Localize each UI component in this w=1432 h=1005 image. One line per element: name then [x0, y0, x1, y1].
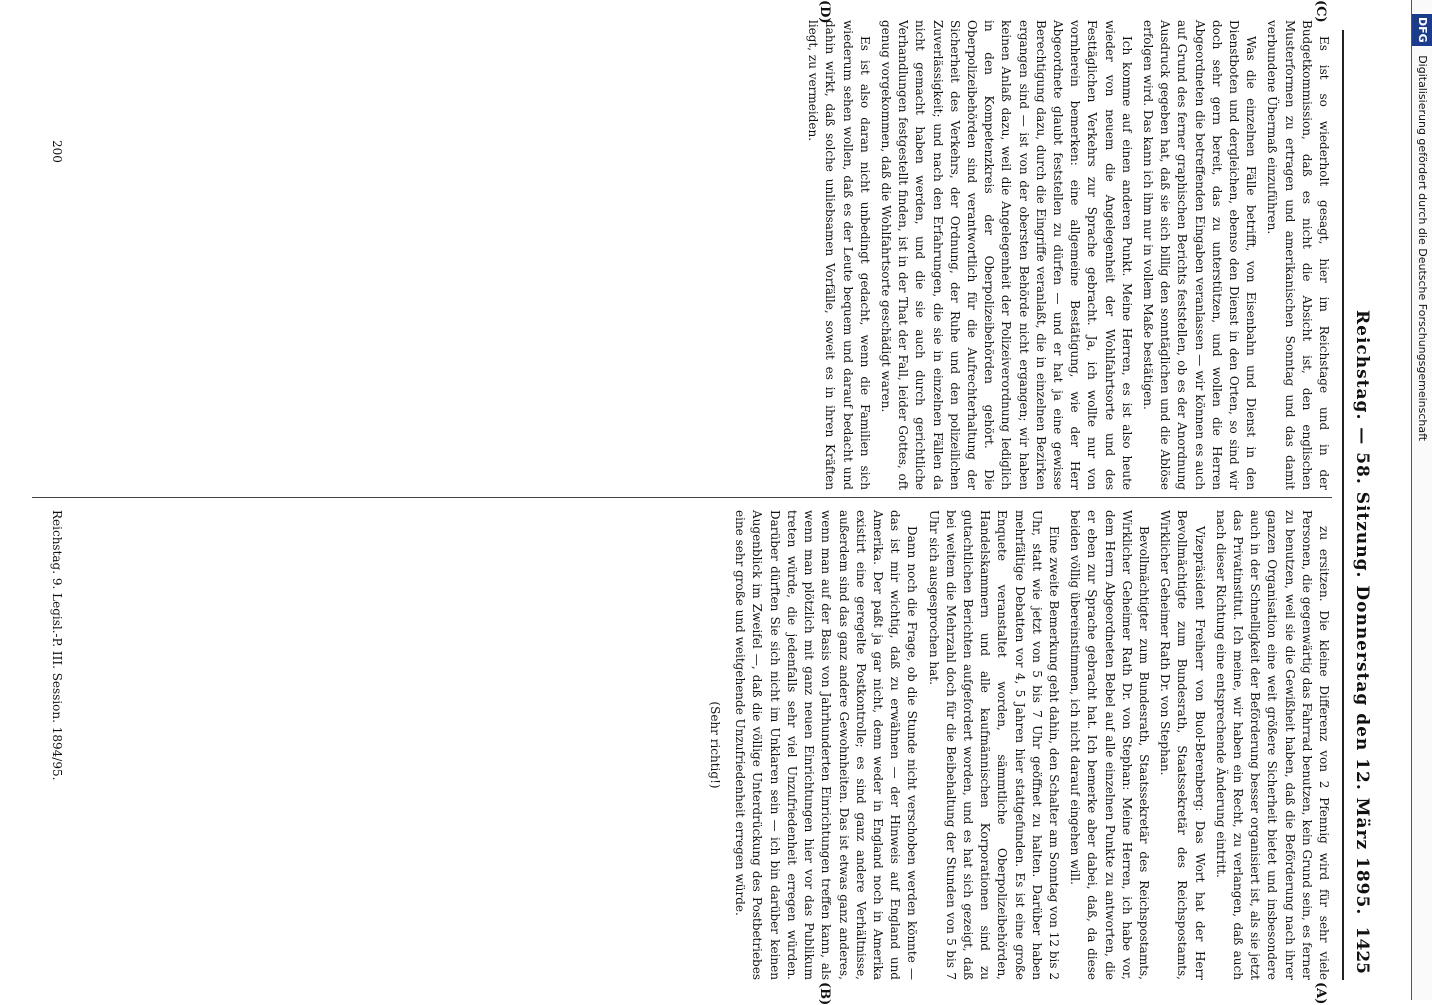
paragraph: Eine zweite Bemerkung geht dahin, den Schalter am Sonntag von 12 bis 2 Uhr, statt wie jetzt von 5 bis 7 Uhr geöffnet zu halten. Darüber haben mehrfältige Debatten vor 4, 5 Jahren hier stattgefunden. Es ist eine große Enquete veranstaltet worden, sämmtliche Oberpolizeibehörden, Handelskammern und alle kaufmännischen Korporationen sind zu gutachtlichen Berichten aufgefordert worden, und es hat sich gezeigt, daß bei weitem die Mehrzahl doch für die Beibehaltung der Stunden von 5 bis 7 Uhr sich ausgesprochen hat. [926, 510, 1061, 980]
right-text-column [32, 510, 1332, 980]
folio-number: 200 [50, 140, 64, 163]
paragraph: Vizepräsident Freiherr von Buol-Berenberg: Das Wort hat der Herr Bevollmächtigte zum Bundesrath, Staatssekretär des Reichspostamts, Wirklicher Geheimer Rath Dr. von Stephan. [1158, 510, 1207, 980]
paragraph: Ich komme auf einen anderen Punkt. Meine Herren, es ist also heute wieder von neuem die Angelegenheit der Wohlfahrtsorte und des Festtäglichen Verkehrs zur Sprache gebracht. Ja, ich wollte nur von vornherein bemerken: eine allgemeine Bestätigung, wie der Herr Abgeordnete glaubt feststellen zu dürfen — und er hat ja eine gewisse Berechtigung dazu, durch die Eingriffe veranlaßt, die in einzelnen Bezirken ergangen sind — ist von der obersten Behörde nicht ergangen; wir haben keinen Anlaß dazu, weil die Angelegenheit der Polizeiverordnung lediglich in den Kompetenzkreis der Oberpolizeibehörden gehört. Die Oberpolizeibehörden sind verantwortlich für die Aufrechterhaltung der Sicherheit des Verkehrs, der Ordnung, der Ruhe und den polizeilichen Zuverlässigkeit; und nach den Erfahrungen, die sie in einzelnen Fällen da nicht gemacht haben werden, und die sie auch durch gerichtliche Verhandlungen festgestellt finden, ist in der That der Fall, leider Gottes, oft genug vorgekommen, daß die Wohlfahrtsorte geschädigt waren. [878, 20, 1134, 490]
applause-note: (Sehr richtig!) [708, 701, 723, 789]
paragraph: Es ist so wiederholt gesagt, hier im Reichstage und in der Budgetkommission, daß es nicht die Absicht ist, den englischen Musterformen zu ertragen und amerikanischen Sonntag und das damit verbundene Übermaß einzuführen. [1265, 20, 1331, 490]
paragraph: Was die einzelnen Fälle betrifft, von Eisenbahn und Dienst in den Dienstboten und dergleichen, ebenso den Dienst in den Orten, so sind wir doch sehr gern bereit, das zu unterstützen, und wollen die Herren Abgeordneten die betreffenden Eingaben veranlassen — wir können es auch auf Grund des ferner graphischen Berichts feststellen, ob es der Anordnung Ausdruck gegeben hat, daß sie sich billig den sonntäglichen und die Ablöse erfolgen wird. Das kann ich ihm nur in vollem Maße bestätigen. [1140, 20, 1259, 490]
margin-marker-c: (C) [1313, 0, 1328, 23]
page-title: Reichstag. — 58. Sitzung. Donnerstag den 12. März 1895. [1352, 310, 1372, 916]
paragraph: Bevollmächtigter zum Bundesrath, Staatssekretär des Reichspostamts, Wirklicher Geheimer Rath Dr. von Stephan: Meine Herren, ich habe vor, dem Herrn Abgeordneten Bebel auf alle einzelnen Punkte zu antworten, die er eben zur Sprache gebracht hat. Ich bemerke aber dabei, daß, da diese beiden völlig übereinstimmen, ich nicht darauf eingehen will. [1068, 510, 1151, 980]
margin-marker-d: (D) [817, 0, 832, 24]
paragraph: zu ersitzen. Die kleine Differenz von 2 Pfennig wird für sehr viele Personen, die gegenwärtig das Fahrrad benutzen, kein Grund sein, es ferner zu benutzen, weil sie die Gewißheit haben, daß die Beförderung nach ihrer ganzen Organisation eine weit größere Sicherheit bietet und insbesondere auch in der Schnelligkeit der Beförderung besser organisiert ist, als sie jetzt das Privatinstitut. Ich meine, wir haben ein Recht, zu verlangen, daß auch nach dieser Richtung eine entsprechende Änderung eintritt. [1213, 510, 1331, 980]
page-header [1342, 30, 1372, 980]
margin-marker-b: (B) [817, 982, 832, 1005]
column-divider [32, 497, 1332, 498]
margin-marker-a: (A) [1313, 982, 1328, 1005]
digitization-credit-strip [1411, 0, 1432, 1000]
left-text-column [32, 20, 1332, 490]
signature-line: Reichstag. 9. Legisl.-P. III. Session. 1894/95. [50, 510, 64, 781]
paragraph: Dann noch die Frage, ob die Stunde nicht verschoben werden könnte — das ist mir wichtig, daß zu erwähnen — der Hinweis auf England und Amerika. Der paßt ja gar nicht, denn weder in England noch in Amerika existirt eine geregelte Postkontrolle; es sind ganz andere Verhältnisse, außerdem sind das ganz andere Gewohnheiten. Das ist etwas ganz anderes, wenn man auf der Basis von Jahrhunderten Einrichtungen treffen kann, als wenn man plötzlich mit ganz neuen Einrichtungen hier vor das Publikum treten würde, die jedenfalls sehr viel Unzufriedenheit erregen würden. Darüber dürften Sie sich nicht im Unklaren sein — ich bin darüber keinen Augenblick im Zweifel —, daß die völlige Unterdrückung des Postbetriebes eine sehr große und weitgehende Unzufriedenheit erregen würde. [733, 510, 920, 980]
digitization-credit-text: Digitalisierung gefördert durch die Deutsche Forschungsgemeinschaft [1416, 55, 1429, 442]
dfg-logo: DFG [1412, 14, 1432, 46]
paragraph: Es ist also daran nicht unbedingt gedacht, wenn die Familien sich wiederum sehen wollen, daß es der Leute bequem und darauf bedacht und dahin wirkt, daß solche unliebsamen Vorfälle, soweit es in ihren Kräften liegt, zu vermeiden. [806, 20, 872, 490]
page-number: 1425 [1352, 926, 1372, 974]
